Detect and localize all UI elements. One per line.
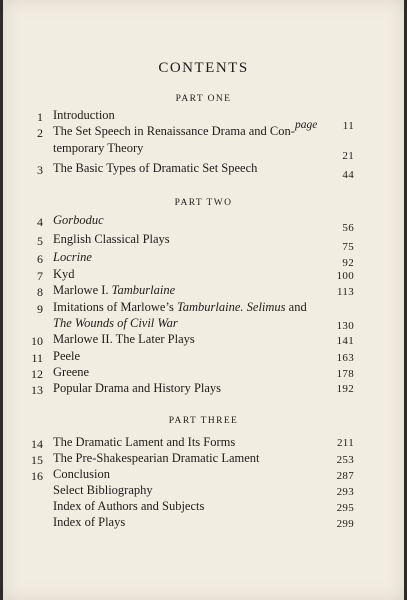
entry-page: 295 [336, 502, 354, 514]
entry-number: 13 [31, 383, 43, 397]
entry-number: 15 [31, 453, 43, 467]
entry-title: English Classical Plays [53, 232, 170, 246]
entry-title-continued: temporary Theory [53, 141, 144, 155]
entry-title: Index of Plays [53, 515, 126, 529]
entry-title-text: Marlowe I. [53, 283, 112, 297]
entry-title: Kyd [53, 267, 75, 281]
entry-number: 9 [37, 302, 43, 316]
entry-number: 12 [31, 367, 43, 381]
entry-number: 4 [37, 215, 43, 229]
entry-page: 56 [342, 222, 354, 234]
entry-page: 192 [336, 383, 354, 395]
entry-page: 178 [336, 368, 354, 380]
entry-title: Select Bibliography [53, 483, 153, 497]
entry-title-italic: Tamburlaine. Selimus [176, 300, 286, 314]
entry-title: Peele [53, 349, 81, 363]
entry-title: Popular Drama and History Plays [53, 381, 222, 395]
entry-page: 44 [342, 169, 354, 181]
contents-title: CONTENTS [158, 60, 249, 76]
entry-number: 3 [37, 163, 43, 177]
entry-page: 287 [336, 470, 354, 482]
part-one-heading: PART ONE [175, 94, 232, 104]
entry-page: 113 [337, 286, 354, 298]
entry-number: 16 [31, 469, 43, 483]
entry-title-continued: The Wounds of Civil War [53, 316, 178, 330]
entry-title: The Dramatic Lament and Its Forms [53, 435, 236, 449]
entry-number: 5 [37, 234, 43, 248]
page-label: page [295, 119, 318, 131]
part-two-heading: PART TWO [174, 198, 233, 208]
book-page [3, 0, 404, 600]
entry-title: The Basic Types of Dramatic Set Speech [53, 161, 258, 175]
entry-page: 299 [336, 518, 354, 530]
entry-number: 2 [37, 126, 43, 140]
entry-page: 163 [336, 352, 354, 364]
entry-title [53, 299, 353, 315]
entry-number: 6 [37, 252, 43, 266]
entry-number: 14 [31, 437, 43, 451]
entry-title-italic: Tamburlaine [111, 283, 176, 297]
entry-number: 1 [37, 110, 43, 124]
entry-page: 75 [342, 241, 354, 253]
entry-page: 92 [342, 257, 354, 269]
entry-title: Marlowe II. The Later Plays [53, 332, 195, 346]
entry-number: 8 [37, 285, 43, 299]
entry-title: The Set Speech in Renaissance Drama and Con- [53, 124, 295, 138]
entry-page: 141 [336, 335, 354, 347]
entry-number: 10 [31, 334, 43, 348]
entry-page: 21 [342, 150, 354, 162]
entry-page: 253 [336, 454, 354, 466]
entry-title-text: Imitations of Marlowe’s [53, 300, 177, 314]
entry-page: 100 [336, 270, 354, 282]
entry-title: Greene [53, 365, 90, 379]
entry-title: The Pre-Shakespearian Dramatic Lament [53, 451, 260, 465]
entry-page: 11 [342, 120, 354, 132]
entry-page: 293 [336, 486, 354, 498]
entry-title: Index of Authors and Subjects [53, 499, 205, 513]
entry-page: 211 [337, 437, 354, 449]
entry-title: Gorboduc [53, 213, 104, 227]
entry-number: 7 [37, 269, 43, 283]
entry-title-suffix: and [285, 300, 307, 314]
part-three-heading: PART THREE [168, 416, 239, 426]
entry-title: Locrine [53, 250, 92, 264]
entry-title: Conclusion [53, 467, 110, 481]
entry-number: 11 [31, 351, 43, 365]
entry-page: 130 [336, 320, 354, 332]
entry-title: Introduction [53, 108, 115, 122]
